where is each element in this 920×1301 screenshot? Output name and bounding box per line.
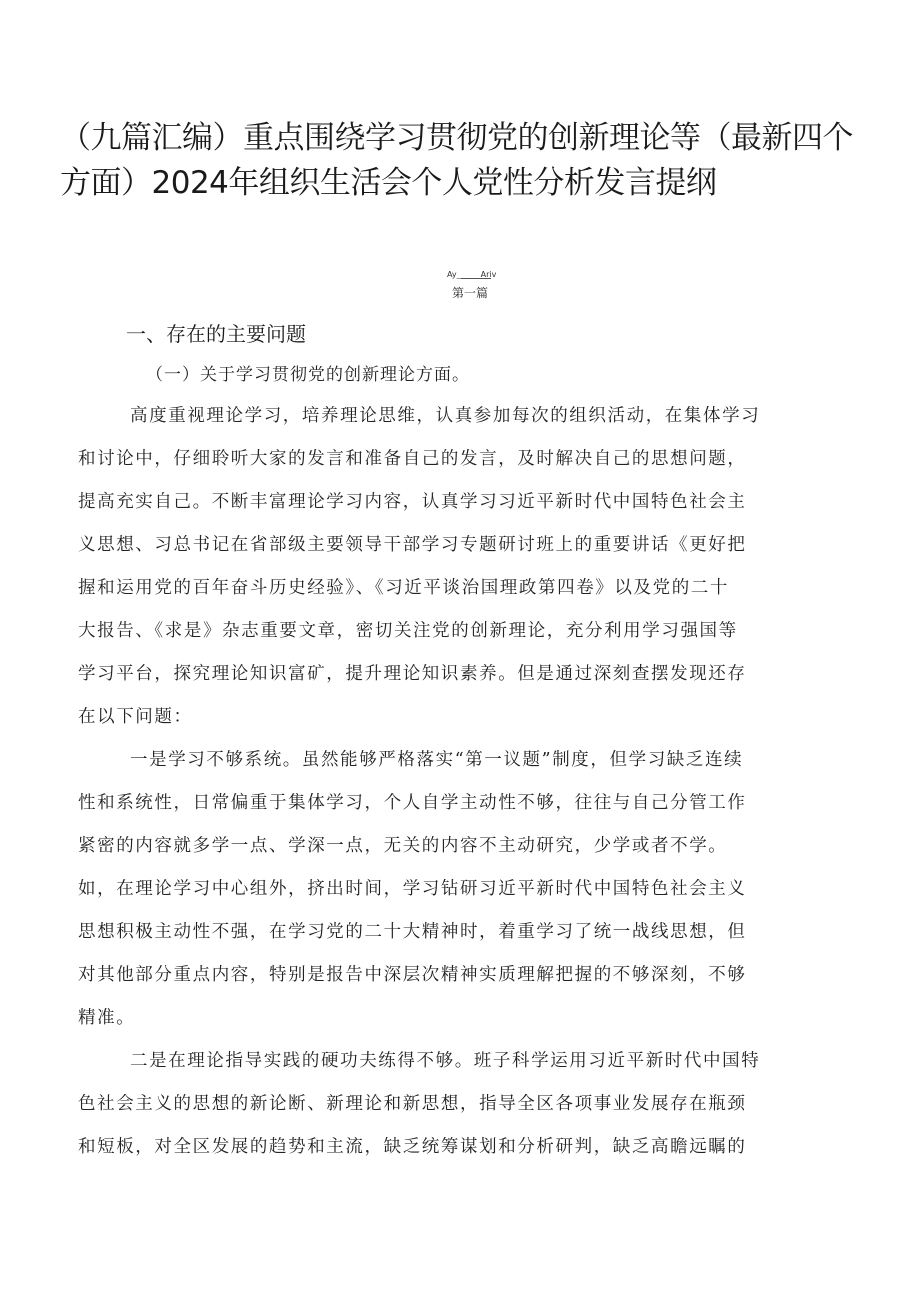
body-line: 对其他部分重点内容，特别是报告中深层次精神实质理解把握的不够深刻，不够	[78, 965, 747, 985]
section-mark: Ay______Ariv	[447, 270, 509, 279]
heading-level-1: 一、存在的主要问题	[126, 322, 306, 346]
body-line: 和讨论中，仔细聆听大家的发言和准备自己的发言，及时解决自己的思想问题，	[78, 449, 747, 469]
title-line-1: （九篇汇编）重点围绕学习贯彻党的创新理论等（最新四个	[60, 120, 853, 156]
body-line: 精准。	[78, 1008, 136, 1028]
heading-level-2: （一）关于学习贯彻党的创新理论方面。	[146, 365, 470, 385]
body-line: 二是在理论指导实践的硬功夫练得不够。班子科学运用习近平新时代中国特	[130, 1051, 761, 1071]
body-line: 紧密的内容就多学一点、学深一点，无关的内容不主动研究，少学或者不学。	[78, 836, 728, 856]
body-line: 在以下问题：	[78, 707, 193, 727]
body-line: 色社会主义的思想的新论断、新理论和新思想，指导全区各项事业发展存在瓶颈	[78, 1094, 747, 1114]
body-line: 思想积极主动性不强，在学习党的二十大精神时，着重学习了统一战线思想，但	[78, 922, 747, 942]
body-line: 如，在理论学习中心组外，挤出时间，学习钻研习近平新时代中国特色社会主义	[78, 879, 747, 899]
title-line-2: 方面）2024年组织生活会个人党性分析发言提纲	[60, 165, 717, 201]
body-line: 性和系统性，日常偏重于集体学习，个人自学主动性不够，往往与自己分管工作	[78, 793, 747, 813]
body-line: 义思想、习总书记在省部级主要领导干部学习专题研讨班上的重要讲话《更好把	[78, 535, 747, 555]
body-line: 和短板，对全区发展的趋势和主流，缺乏统筹谋划和分析研判，缺乏高瞻远瞩的	[78, 1137, 747, 1157]
body-line: 提高充实自己。不断丰富理论学习内容，认真学习习近平新时代中国特色社会主	[78, 492, 747, 512]
section-label: 第一篇	[451, 286, 488, 300]
body-line: 学习平台，探究理论知识富矿，提升理论知识素养。但是通过深刻查摆发现还存	[78, 664, 747, 684]
body-line: 一是学习不够系统。虽然能够严格落实“第一议题”制度，但学习缺乏连续	[130, 750, 744, 770]
document-title	[60, 116, 880, 206]
body-line: 大报告、《求是》杂志重要文章，密切关注党的创新理论，充分利用学习强国等	[78, 621, 738, 641]
body-line: 高度重视理论学习，培养理论思维，认真参加每次的组织活动，在集体学习	[130, 406, 761, 426]
body-line: 握和运用党的百年奋斗历史经验》、《习近平谈治国理政第四卷》以及党的二十	[78, 578, 729, 598]
